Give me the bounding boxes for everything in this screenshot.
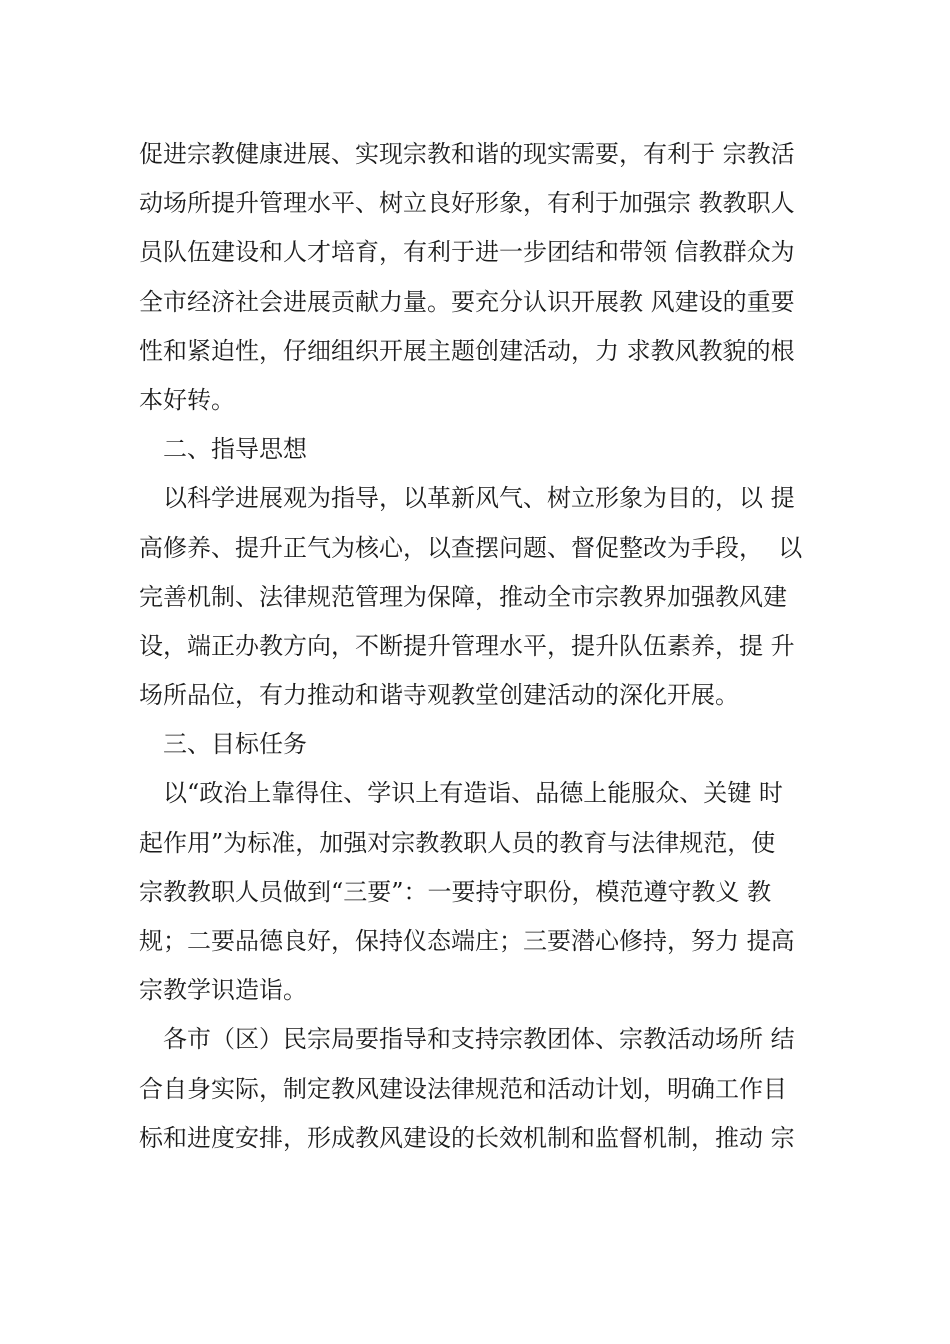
paragraph-line: 宗教学识造诣。 [139,976,307,1005]
paragraph-line: 促进宗教健康进展、实现宗教和谐的现实需要，有利于 宗教活 [139,140,795,168]
paragraph-line: 宗教教职人员做到“三要”：一要持守职份，模范遵守教义 教 [139,877,772,906]
paragraph-line: 以科学进展观为指导，以革新风气、树立形象为目的，以 提 [163,484,795,513]
paragraph-line: 高修养、提升正气为核心，以查摆问题、督促整改为手段， 以 [139,533,803,562]
paragraph-line: 性和紧迫性，仔细组织开展主题创建活动，力 求教风教貌的根 [139,336,795,365]
paragraph-line: 全市经济社会进展贡献力量。要充分认识开展教 风建设的重要 [139,287,795,316]
section-heading: 二、指导思想 [163,435,307,464]
paragraph-line: 动场所提升管理水平、树立良好形象，有利于加强宗 教教职人 [139,189,795,218]
paragraph-line: 合自身实际，制定教风建设法律规范和活动计划，明确工作目 [139,1074,787,1103]
paragraph-line: 规；二要品德良好，保持仪态端庄；三要潜心修持，努力 提高 [139,927,795,955]
paragraph-line: 各市（区）民宗局要指导和支持宗教团体、宗教活动场所 结 [163,1025,795,1054]
paragraph-line: 标和进度安排，形成教风建设的长效机制和监督机制，推动 宗 [139,1123,795,1152]
paragraph-line: 完善机制、法律规范管理为保障，推动全市宗教界加强教风建 [139,582,787,611]
section-heading: 三、目标任务 [163,730,307,759]
paragraph-line: 以“政治上靠得住、学识上有造诣、品德上能服众、关键 时 [163,779,783,808]
paragraph-line: 起作用”为标准，加强对宗教教职人员的教育与法律规范，使 [139,828,776,857]
paragraph-line: 设，端正办教方向，不断提升管理水平，提升队伍素养，提 升 [139,631,795,660]
paragraph-line: 员队伍建设和人才培育，有利于进一步团结和带领 信教群众为 [139,238,795,267]
paragraph-line: 场所品位，有力推动和谐寺观教堂创建活动的深化开展。 [139,681,739,710]
paragraph-line: 本好转。 [139,385,235,414]
document-body [139,130,839,1163]
